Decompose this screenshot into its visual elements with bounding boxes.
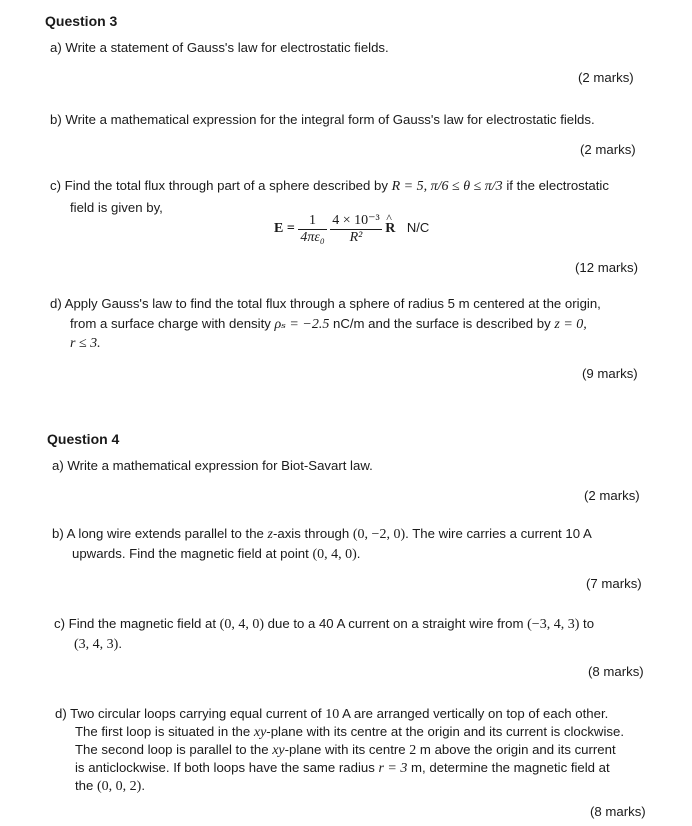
q4b-line1-post: . The wire carries a current 10 A: [405, 526, 592, 541]
eq-fraction-1: [298, 213, 326, 246]
q4d-marks: (8 marks): [590, 804, 646, 819]
q4d-line1-math: 10: [325, 707, 340, 722]
question-3-title: Question 3: [45, 13, 118, 29]
q4d-line5-pre: the: [75, 778, 97, 793]
q4d-line4-pre: is anticlockwise. If both loops have the same radius: [75, 760, 379, 775]
q4d-line3-mid: -plane with its centre: [284, 742, 410, 757]
q3d-line3: r ≤ 3.: [70, 336, 101, 351]
q3a-text: a) Write a statement of Gauss's law for electrostatic fields.: [50, 40, 389, 55]
q4b-marks: (7 marks): [586, 576, 642, 591]
q4c-line1: [54, 616, 594, 633]
q4a-marks: (2 marks): [584, 488, 640, 503]
q4b-line2-post: .: [356, 546, 361, 561]
eq-unit: N/C: [406, 220, 430, 236]
q3c-line1-math: R = 5, π/6 ≤ θ ≤ π/3: [391, 179, 503, 194]
q3d-line2-pre: from a surface charge with density: [70, 316, 275, 331]
q4c-marks: (8 marks): [588, 664, 644, 679]
q3d-marks: (9 marks): [582, 366, 638, 381]
q4d-line3-math: xy: [272, 743, 285, 758]
q3d-line2-math1: ρₛ = −2.5: [274, 317, 330, 332]
q4a-text: a) Write a mathematical expression for Biot-Savart law.: [52, 458, 373, 473]
q3c-line2: field is given by,: [70, 200, 163, 215]
q4c-line2: [74, 636, 122, 653]
q4d-line4-post: m, determine the magnetic field at: [407, 760, 610, 775]
q3a-marks: (2 marks): [578, 70, 634, 85]
q4d-line5: [75, 778, 145, 795]
q3d-line1: d) Apply Gauss's law to find the total flux through a sphere of radius 5 m centered at the origin,: [50, 296, 601, 311]
q4d-line3-post: m above the origin and its current: [416, 742, 616, 757]
q4c-line1-pre: c) Find the magnetic field at: [54, 616, 220, 631]
q4b-line2-math: (0, 4, 0): [312, 547, 357, 562]
eq-f2-num: 4 × 10⁻³: [332, 213, 380, 228]
q4d-line2: [75, 724, 624, 741]
q4c-line1-post: to: [579, 616, 595, 631]
q4b-line1-math: z: [267, 527, 273, 542]
q3d-line2-mid: nC/m and the surface is described by: [329, 316, 555, 331]
eq-unit-vector: ^ R: [385, 221, 395, 237]
q4d-line1-post: A are arranged vertically on top of each other.: [339, 706, 609, 721]
q3c-line1-pre: c) Find the total flux through part of a sphere described by: [50, 178, 392, 193]
q4d-line3: [75, 742, 616, 759]
q3c-marks: (12 marks): [575, 260, 639, 275]
q4c-line1-math: (0, 4, 0): [219, 617, 264, 632]
q4b-line1-pre: b) A long wire extends parallel to the: [52, 526, 268, 541]
q4d-line4-math: r = 3: [378, 761, 408, 776]
q3d-line2: [70, 316, 587, 333]
q3b-text: b) Write a mathematical expression for the integral form of Gauss's law for electrostatic fields.: [50, 112, 595, 127]
q4c-line1-math2: (−3, 4, 3): [527, 617, 580, 632]
q3c-equation: [274, 212, 429, 246]
q3c-line1-post: if the electrostatic: [502, 178, 609, 193]
eq-lhs: E =: [274, 221, 295, 237]
q4c-line1-mid: due to a 40 A current on a straight wire from: [263, 616, 528, 631]
q3d-line2-math2: z = 0,: [554, 317, 587, 332]
q3b-marks: (2 marks): [580, 142, 636, 157]
eq-f1-num: 1: [298, 213, 326, 230]
question-4-title: Question 4: [47, 431, 120, 447]
q4c-line2-post: .: [118, 636, 122, 651]
q4d-line1: [55, 706, 608, 723]
q4d-line5-math: (0, 0, 2): [97, 779, 142, 794]
q4d-line2-pre: The first loop is situated in the: [75, 724, 254, 739]
q4d-line4: [75, 760, 610, 777]
q4d-line3-math2: 2: [409, 743, 417, 758]
q4b-line2: [72, 546, 360, 563]
q4d-line5-post: .: [141, 778, 145, 793]
eq-f2-den: R²: [349, 230, 363, 245]
q4c-line2-math: (3, 4, 3): [74, 637, 119, 652]
q3c-line1: [50, 178, 609, 195]
q4d-line1-pre: d) Two circular loops carrying equal current of: [55, 706, 326, 721]
eq-f1-den: 4πε₀: [300, 229, 325, 245]
eq-fraction-2: [330, 212, 381, 246]
q4b-line1: [52, 526, 592, 543]
q4b-line1-math2: (0, −2, 0): [352, 527, 406, 542]
q4d-line3-pre: The second loop is parallel to the: [75, 742, 273, 757]
q4b-line1-mid: -axis through: [272, 526, 353, 541]
q4b-line2-pre: upwards. Find the magnetic field at point: [72, 546, 313, 561]
q4d-line2-math: xy: [253, 725, 267, 740]
q4d-line2-post: -plane with its centre at the origin and its current is clockwise.: [266, 724, 624, 739]
